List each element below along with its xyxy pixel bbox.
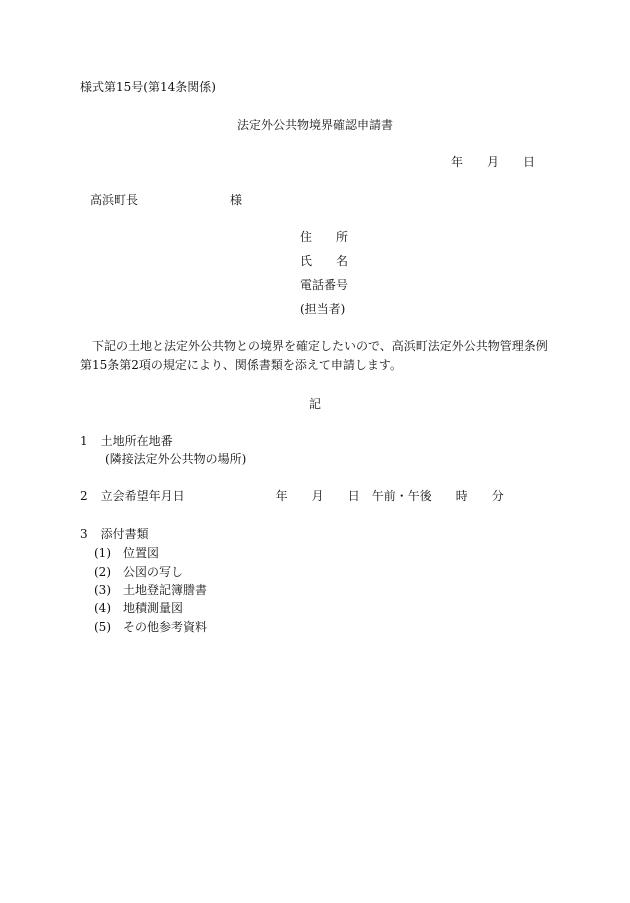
item-2-month: 月 xyxy=(311,489,324,503)
item-1-number: 1 xyxy=(80,434,88,448)
attachment-number: (5) xyxy=(94,620,111,634)
item-3-number: 3 xyxy=(80,527,88,541)
attachment-item xyxy=(94,600,183,616)
date-month: 月 xyxy=(487,155,500,169)
item-2-ampm: 午前・午後 xyxy=(371,489,432,503)
form-number: 様式第15号(第14条関係) xyxy=(80,80,216,94)
applicant-contact-label: (担当者) xyxy=(300,302,346,316)
item-2-day: 日 xyxy=(347,489,360,503)
attachment-label: 土地登記簿謄書 xyxy=(123,583,208,597)
item-2 xyxy=(80,488,504,504)
item-3-label: 添付書類 xyxy=(100,527,149,541)
item-2-number: 2 xyxy=(80,489,88,503)
item-1 xyxy=(80,433,173,449)
applicant-name-label: 氏 名 xyxy=(300,254,349,268)
attachment-label: 位置図 xyxy=(123,546,160,560)
addressee-honorific: 様 xyxy=(230,193,243,207)
date-line xyxy=(451,154,535,170)
attachment-number: (3) xyxy=(94,583,111,597)
applicant-address-label: 住 所 xyxy=(300,230,349,244)
attachment-item xyxy=(94,545,159,561)
ki-heading: 記 xyxy=(308,397,321,411)
addressee xyxy=(90,192,242,208)
item-1-sub-label: (隣接法定外公共物の場所) xyxy=(105,452,247,466)
item-2-year: 年 xyxy=(275,489,288,503)
item-2-label: 立会希望年月日 xyxy=(100,489,185,503)
item-2-minute: 分 xyxy=(491,489,504,503)
attachment-number: (4) xyxy=(94,601,111,615)
attachment-label: その他参考資料 xyxy=(123,620,208,634)
item-2-hour: 時 xyxy=(455,489,468,503)
document-title: 法定外公共物境界確認申請書 xyxy=(236,118,393,132)
attachment-label: 公図の写し xyxy=(123,565,184,579)
item-1-label: 土地所在地番 xyxy=(100,434,173,448)
date-year: 年 xyxy=(451,155,464,169)
attachment-number: (2) xyxy=(94,565,111,579)
application-body-text: 下記の土地と法定外公共物との境界を確定したいので、高浜町法定外公共物管理条例第15条第2項の規定により、関係書類を添えて申請します。 xyxy=(80,339,548,372)
attachment-item xyxy=(94,619,207,635)
applicant-phone-label: 電話番号 xyxy=(300,278,349,292)
attachment-item xyxy=(94,582,207,598)
attachment-item xyxy=(94,564,183,580)
addressee-name: 高浜町長 xyxy=(90,193,139,207)
attachment-number: (1) xyxy=(94,546,111,560)
attachment-label: 地積測量図 xyxy=(123,601,184,615)
item-3 xyxy=(80,526,149,542)
date-day: 日 xyxy=(523,155,536,169)
